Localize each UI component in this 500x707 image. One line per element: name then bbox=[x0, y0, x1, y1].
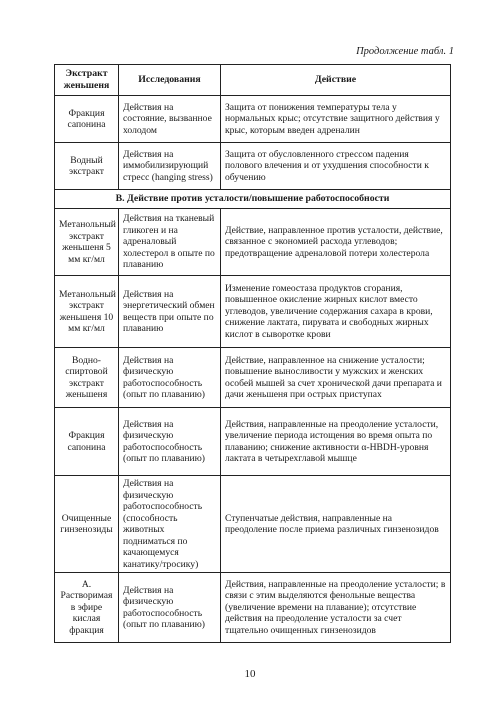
cell-study: Действия на физическую работоспособность (опыт по плаванию) bbox=[119, 348, 221, 408]
table-row bbox=[55, 408, 451, 476]
cell-effect: Действия, направленные на преодоление усталости, увеличение периода истощения во время опыта по плаванию; снижение активности α-HBDH-уровня лактата в четырехглавой мышце bbox=[221, 408, 451, 476]
cell-study: Действия на физическую работоспособность (опыт по плаванию) bbox=[119, 573, 221, 643]
table-row bbox=[55, 573, 451, 643]
table-row bbox=[55, 348, 451, 408]
cell-effect: Защита от обусловленного стрессом падения полового влечения и от ухудшения способности к обучению bbox=[221, 143, 451, 190]
section-b-title: B. Действие против усталости/повышение работоспособности bbox=[55, 190, 451, 209]
section-row bbox=[55, 190, 451, 209]
cell-study: Действия на иммобилизирующий стресс (hanging stress) bbox=[119, 143, 221, 190]
header-studies: Исследования bbox=[119, 65, 221, 96]
table-header-row bbox=[55, 65, 451, 96]
cell-extract: Фракция сапонина bbox=[55, 96, 119, 143]
cell-extract: Метанольный экстракт женьшеня 5 мм кг/мл bbox=[55, 209, 119, 276]
cell-extract: А. Растворимая в эфире кислая фракция bbox=[55, 573, 119, 643]
table-row bbox=[55, 476, 451, 573]
header-extract: Экстракт женьшеня bbox=[55, 65, 119, 96]
cell-study: Действия на тканевый гликоген и на адреналовый холестерол в опыте по плаванию bbox=[119, 209, 221, 276]
continuation-title: Продолжение табл. 1 bbox=[356, 46, 454, 57]
cell-effect: Действия, направленные на преодоление усталости; в связи с этим выделяются фенольные вещества (увеличение времени на плавание); отсутствие действия на преодоление усталости за счет тщательно очищенных гинзенозидов bbox=[221, 573, 451, 643]
cell-effect: Защита от понижения температуры тела у нормальных крыс; отсутствие защитного действия у крыс, которым введен адреналин bbox=[221, 96, 451, 143]
header-effect: Действие bbox=[221, 65, 451, 96]
page-number: 10 bbox=[244, 668, 256, 680]
cell-study: Действия на энергетический обмен веществ при опыте по плаванию bbox=[119, 276, 221, 348]
cell-effect: Ступенчатые действия, направленные на преодоление после приема различных гинзенозидов bbox=[221, 476, 451, 573]
cell-study: Действия на состояние, вызванное холодом bbox=[119, 96, 221, 143]
table-row bbox=[55, 276, 451, 348]
cell-extract: Водный экстракт bbox=[55, 143, 119, 190]
data-table bbox=[54, 64, 451, 643]
cell-extract: Очищенные гинзенозиды bbox=[55, 476, 119, 573]
cell-effect: Изменение гомеостаза продуктов сгорания, повышенное окисление жирных кислот вместо углеводов, увеличение содержания сахара в крови, снижение лактата, пирувата и свободных жирных кислот в сыворотке крови bbox=[221, 276, 451, 348]
cell-extract: Водно-спиртовой экстракт женьшеня bbox=[55, 348, 119, 408]
cell-study: Действия на физическую работоспособность (опыт по плаванию) bbox=[119, 408, 221, 476]
table-row bbox=[55, 143, 451, 190]
table-row bbox=[55, 96, 451, 143]
cell-effect: Действие, направленное на снижение усталости; повышение выносливости у мужских и женских особей мышей за счет хронической дачи препарата и дачи женьшеня при острых приступах bbox=[221, 348, 451, 408]
cell-study: Действия на физическую работоспособность (способность животных подниматься по качающемуся канатику/тросику) bbox=[119, 476, 221, 573]
table-row bbox=[55, 209, 451, 276]
cell-extract: Метанольный экстракт женьшеня 10 мм кг/мл bbox=[55, 276, 119, 348]
cell-effect: Действие, направленное против усталости, действие, связанное с экономией расхода углеводов; предотвращение адреналовой потери холестерола bbox=[221, 209, 451, 276]
cell-extract: Фракция сапонина bbox=[55, 408, 119, 476]
